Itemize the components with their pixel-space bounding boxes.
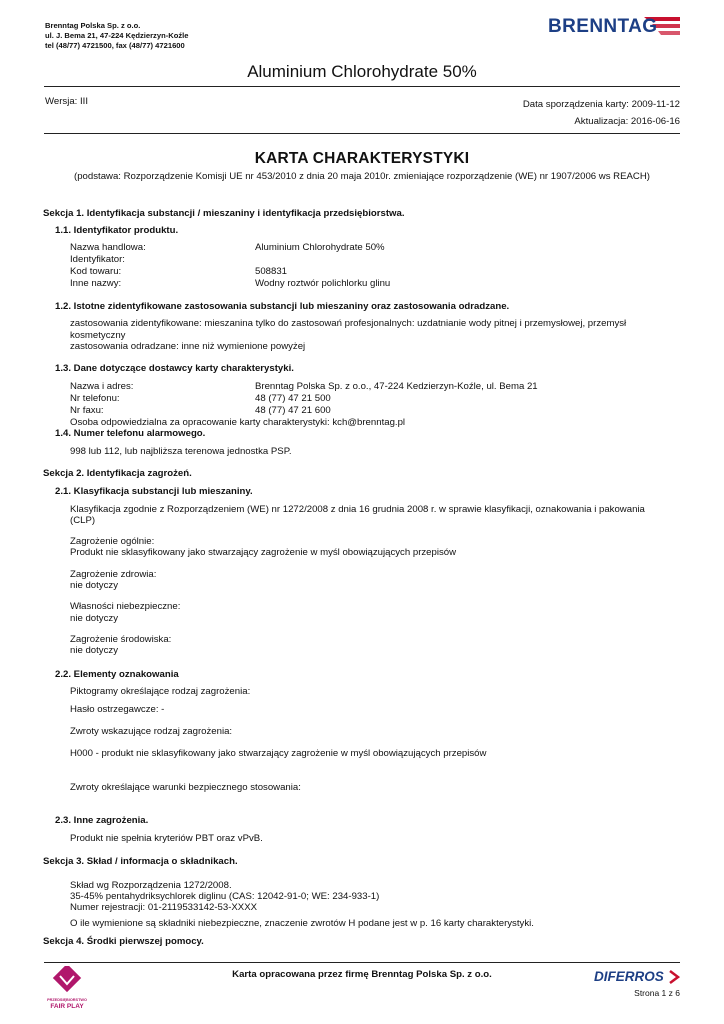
brenntag-logo xyxy=(548,14,680,42)
classification-line-1: Klasyfikacja zgodnie z Rozporządzeniem (WE) nr 1272/2008 z dnia 16 grudnia 2008 r. w sprawie klasyfikacji, oznakowania i pakowania xyxy=(70,504,645,515)
composition-note: O ile wymienione są składniki niebezpieczne, znaczenie zwrotów H podane jest w p. 16 karty charakterystyki. xyxy=(70,918,534,929)
section-1-heading: Sekcja 1. Identyfikacja substancji / mieszaniny i identyfikacja przedsiębiorstwa. xyxy=(43,208,405,219)
header-divider xyxy=(44,86,680,87)
footer-divider xyxy=(44,962,680,963)
brenntag-logo-text: BRENNTAG xyxy=(548,16,658,37)
hazard-statement-h000: H000 - produkt nie sklasyfikowany jako stwarzający zagrożenie w myśl obowiązujących przepisów xyxy=(70,748,487,759)
hazard-statements-label: Zwroty wskazujące rodzaj zagrożenia: xyxy=(70,726,233,737)
hazard-properties-label: Własności niebezpieczne: xyxy=(70,601,181,612)
document-title: KARTA CHARAKTERYSTYKI xyxy=(254,150,470,167)
composition-line-2: 35-45% pentahydriksychlorek diglinu (CAS: 12042-91-0; WE: 234-933-1) xyxy=(70,891,380,902)
fax-value: 48 (77) 47 21 600 xyxy=(255,405,331,416)
version: Wersja: III xyxy=(45,96,89,107)
composition-line-1: Skład wg Rozporządzenia 1272/2008. xyxy=(70,880,232,891)
fair-play-text: FAIR PLAY xyxy=(50,1003,84,1010)
uses-line-2: kosmetyczny xyxy=(70,330,126,341)
section-4-heading: Sekcja 4. Środki pierwszej pomocy. xyxy=(43,936,204,947)
subsection-1-2-heading: 1.2. Istotne zidentyfikowane zastosowania substancji lub mieszaniny oraz zastosowania odradzane. xyxy=(55,301,510,312)
page-number: Strona 1 z 6 xyxy=(634,988,680,998)
subsection-1-4-heading: 1.4. Numer telefonu alarmowego. xyxy=(55,428,206,439)
environment-hazard-label: Zagrożenie środowiska: xyxy=(70,634,172,645)
address-label: Nazwa i adres: xyxy=(70,381,134,392)
composition-line-3: Numer rejestracji: 01-2119533142-53-XXXX xyxy=(70,902,257,913)
subsection-1-1-heading: 1.1. Identyfikator produktu. xyxy=(55,225,179,236)
section-3-heading: Sekcja 3. Skład / informacja o składnikach. xyxy=(43,856,238,867)
health-hazard-label: Zagrożenie zdrowia: xyxy=(70,569,157,580)
subsection-2-1-heading: 2.1. Klasyfikacja substancji lub mieszaniny. xyxy=(55,486,253,497)
identifier-label: Identyfikator: xyxy=(70,254,125,265)
meta-divider xyxy=(44,133,680,134)
health-hazard-value: nie dotyczy xyxy=(70,580,118,591)
fax-label: Nr faxu: xyxy=(70,405,104,416)
date-created: Data sporządzenia karty: 2009-11-12 xyxy=(522,99,680,110)
company-name: Brenntag Polska Sp. z o.o. xyxy=(45,21,141,30)
precautionary-statements-label: Zwroty określające warunki bezpiecznego stosowania: xyxy=(70,782,301,793)
other-names-label: Inne nazwy: xyxy=(70,278,122,289)
company-phone: tel (48/77) 4721500, fax (48/77) 4721600 xyxy=(45,41,185,50)
document-subtitle: (podstawa: Rozporządzenie Komisji UE nr 453/2010 z dnia 20 maja 2010r. zmieniające rozporządzenie (WE) nr 1907/2006 ws REACH) xyxy=(74,171,650,182)
phone-value: 48 (77) 47 21 500 xyxy=(255,393,331,404)
signal-word: Hasło ostrzegawcze: - xyxy=(70,704,165,715)
section-2-heading: Sekcja 2. Identyfikacja zagrożeń. xyxy=(43,468,192,479)
environment-hazard-value: nie dotyczy xyxy=(70,645,118,656)
subsection-1-3-heading: 1.3. Dane dotyczące dostawcy karty charakterystyki. xyxy=(55,363,294,374)
date-updated: Aktualizacja: 2016-06-16 xyxy=(574,116,680,127)
fair-play-caption: PRZEDSIĘBIORSTWO xyxy=(47,998,87,1002)
subsection-2-3-heading: 2.3. Inne zagrożenia. xyxy=(55,815,149,826)
emergency-number: 998 lub 112, lub najbliższa terenowa jednostka PSP. xyxy=(70,446,292,457)
responsible-person: Osoba odpowiedzialna za opracowanie karty charakterystyki: kch@brenntag.pl xyxy=(70,417,406,428)
trade-name-label: Nazwa handlowa: xyxy=(70,242,146,253)
pbt-statement: Produkt nie spełnia kryteriów PBT oraz vPvB. xyxy=(70,833,263,844)
classification-line-2: (CLP) xyxy=(70,515,96,526)
company-address: ul. J. Bema 21, 47-224 Kędzierzyn-Koźle xyxy=(45,31,189,40)
code-label: Kod towaru: xyxy=(70,266,122,277)
general-hazard-value: Produkt nie sklasyfikowany jako stwarzający zagrożenie w myśl obowiązujących przepisów xyxy=(70,547,457,558)
diferros-arrow-icon xyxy=(668,970,680,989)
uses-line-3: zastosowania odradzane: inne niż wymienione powyżej xyxy=(70,341,306,352)
footer-prepared-by: Karta opracowana przez firmę Brenntag Polska Sp. z o.o. xyxy=(232,969,492,980)
code-value: 508831 xyxy=(255,266,288,277)
phone-label: Nr telefonu: xyxy=(70,393,120,404)
trade-name-value: Aluminium Chlorohydrate 50% xyxy=(255,242,385,253)
address-value: Brenntag Polska Sp. z o.o., 47-224 Kedzierzyn-Koźle, ul. Bema 21 xyxy=(255,381,538,392)
uses-line-1: zastosowania zidentyfikowane: mieszanina tylko do zastosowań profesjonalnych: uzdatnianie wody pitnej i przemysłowej, przemysł xyxy=(70,318,627,329)
other-names-value: Wodny roztwór polichlorku glinu xyxy=(255,278,391,289)
product-title: Aluminium Chlorohydrate 50% xyxy=(247,62,477,81)
subsection-2-2-heading: 2.2. Elementy oznakowania xyxy=(55,669,179,680)
pictograms-label: Piktogramy określające rodzaj zagrożenia: xyxy=(70,686,251,697)
general-hazard-label: Zagrożenie ogólnie: xyxy=(70,536,155,547)
diferros-logo: DIFERROS xyxy=(594,969,664,984)
hazard-properties-value: nie dotyczy xyxy=(70,613,118,624)
